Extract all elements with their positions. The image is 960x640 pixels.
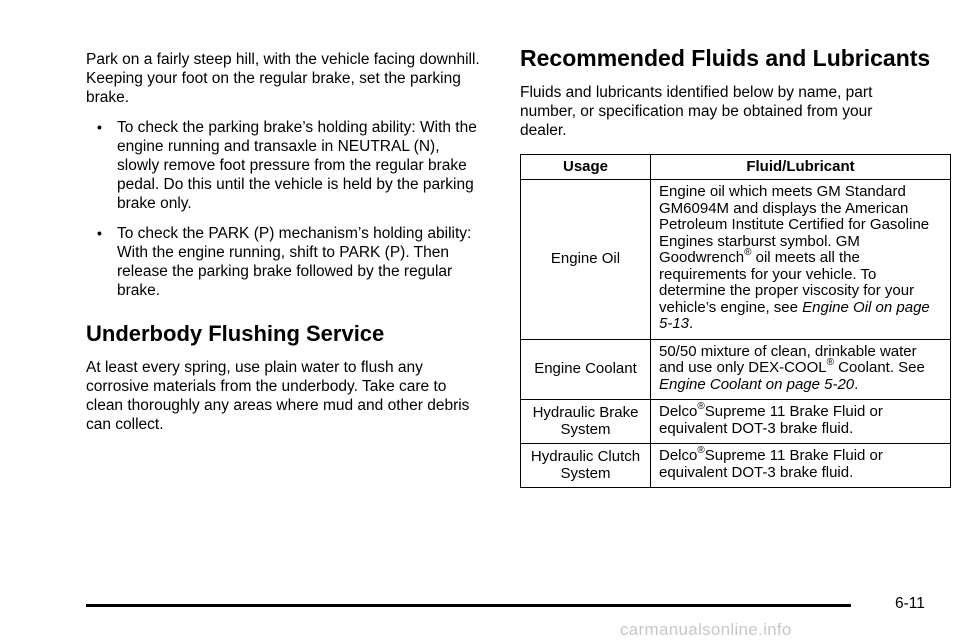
table-row [521, 339, 951, 400]
fluids-intro: Fluids and lubricants identified below by name, part number, or specification may be obtained from your dealer. [520, 84, 873, 139]
bullet-icon: • [97, 225, 102, 241]
usage-cell: Engine Oil [521, 180, 651, 340]
column-header-usage: Usage [521, 155, 651, 180]
page-reference: Engine Oil on page 5-13 [659, 298, 930, 332]
fluid-cell [651, 444, 951, 488]
fluid-text: . [854, 375, 859, 393]
left-column [86, 50, 481, 434]
fluid-text: Delco [659, 403, 698, 420]
table-row [521, 444, 951, 488]
page-reference: Engine Coolant on page 5-20 [659, 375, 855, 393]
bullet-item [86, 118, 481, 213]
bullet-item [86, 224, 481, 300]
fluid-text: . [689, 315, 694, 332]
registered-mark: ® [697, 401, 705, 412]
table-row [521, 180, 951, 340]
fluid-text: Engine oil which meets GM Standard GM6094M and displays the American Petroleum Institute Certified for Gasoline Engines starburst symbol. GM Goodwrench [659, 183, 930, 266]
fluid-text: 50/50 mixture of clean, drinkable water and use only DEX-COOL [659, 342, 917, 376]
registered-mark: ® [697, 445, 705, 456]
fluid-cell [651, 400, 951, 444]
table-header-row [521, 155, 951, 180]
bullet-text: To check the PARK (P) mechanism’s holding ability: With the engine running, shift to PARK (P). Then release the parking brake followed by the regular brake. [117, 225, 472, 299]
table-row [521, 400, 951, 444]
section-heading-underbody: Underbody Flushing Service [86, 321, 385, 346]
fluid-text: oil meets all the requirements for your vehicle. To determine the proper viscosity for your vehicle’s engine, see [659, 249, 915, 316]
right-column [520, 44, 951, 488]
registered-mark: ® [826, 357, 834, 368]
bullet-icon: • [97, 119, 102, 135]
footer-rule [86, 604, 851, 607]
fluid-text: Coolant. See [838, 359, 925, 376]
parking-brake-intro: Park on a fairly steep hill, with the vehicle facing downhill. Keeping your foot on the regular brake, set the parking brake. [86, 51, 480, 106]
fluid-text: Supreme 11 Brake Fluid or equivalent DOT-3 brake fluid. [659, 403, 883, 437]
fluid-text: Delco [659, 447, 698, 464]
page-number: 6-11 [895, 595, 925, 612]
usage-cell: Hydraulic Brake System [521, 400, 651, 444]
usage-cell: Engine Coolant [521, 339, 651, 400]
column-header-fluid: Fluid/Lubricant [651, 155, 951, 180]
usage-cell: Hydraulic Clutch System [521, 444, 651, 488]
section-heading-fluids: Recommended Fluids and Lubricants [520, 45, 931, 71]
bullet-text: To check the parking brake’s holding ability: With the engine running and transaxle in NEUTRAL (N), slowly remove foot pressure from the regular brake pedal. Do this until the vehicle is held by the parking brake only. [117, 119, 477, 212]
fluid-cell [651, 339, 951, 400]
registered-mark: ® [744, 247, 752, 258]
fluid-text: Supreme 11 Brake Fluid or equivalent DOT-3 brake fluid. [659, 447, 883, 481]
fluids-table [520, 154, 951, 488]
fluid-cell [651, 180, 951, 340]
watermark: carmanualsonline.info [620, 620, 792, 639]
underbody-body: At least every spring, use plain water to flush any corrosive materials from the underbody. Take care to clean thoroughly any areas where mud and other debris can collect. [86, 359, 470, 433]
